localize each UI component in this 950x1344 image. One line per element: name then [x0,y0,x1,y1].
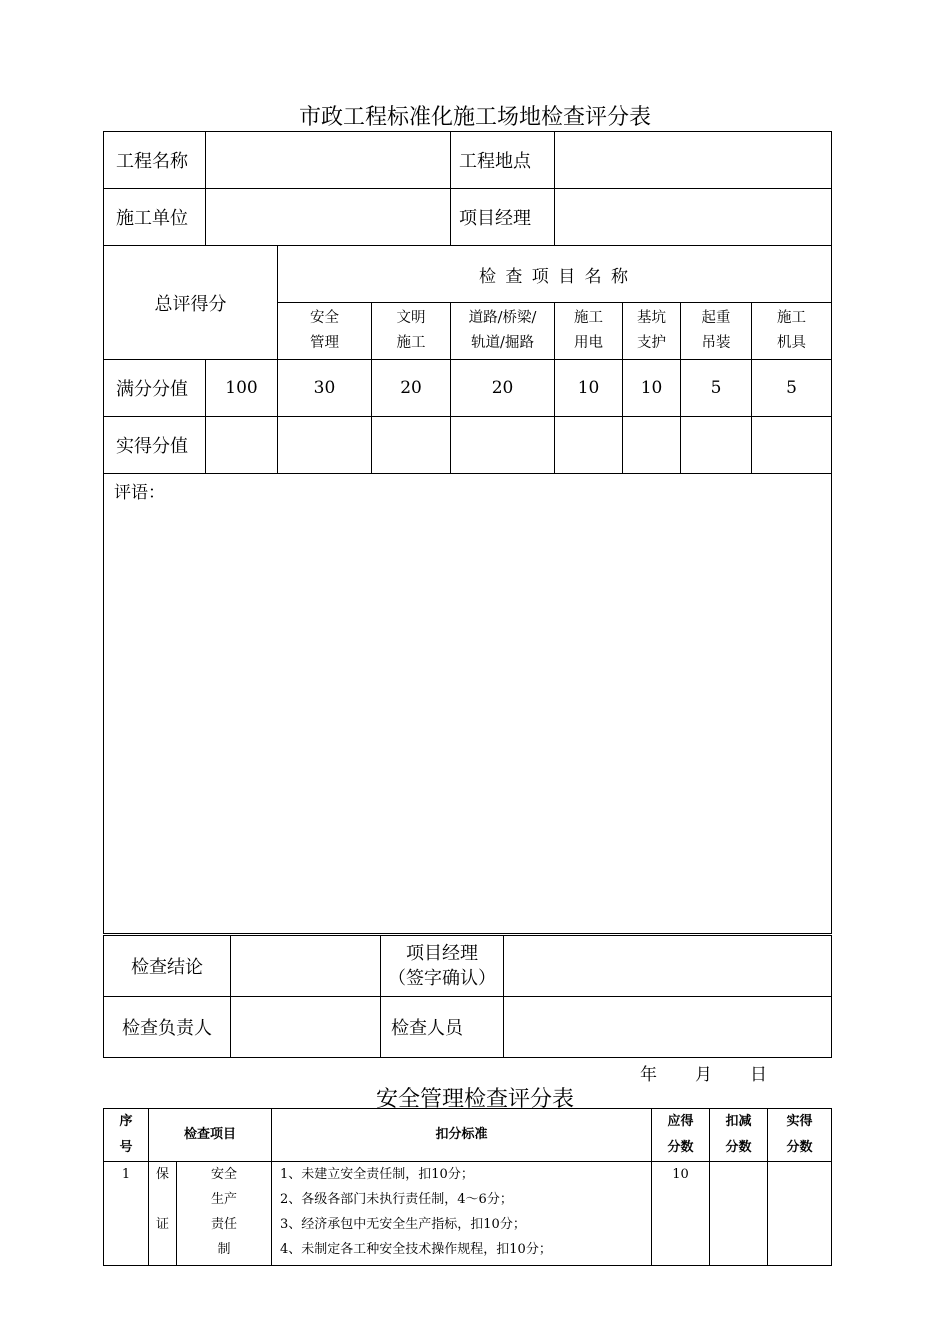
row-due: 10 [652,1162,710,1266]
full-value-safety: 30 [278,360,372,417]
date-month: 月 [695,1065,712,1085]
header-deduct: 扣减 分数 [710,1109,768,1162]
inspector-lead-field[interactable] [231,997,381,1058]
category-machinery: 施工 机具 [752,303,832,360]
actual-safety-field[interactable] [278,417,372,474]
full-value-civilized: 20 [372,360,451,417]
row-deduct-field[interactable] [710,1162,768,1266]
comment-label: 评语： [114,483,165,503]
actual-civilized-field[interactable] [372,417,451,474]
page-title: 市政工程标准化施工场地检查评分表 [298,105,651,130]
inspectors-label: 检查人员 [381,997,504,1058]
contractor-label: 施工单位 [104,189,206,246]
inspectors-field[interactable] [504,997,832,1058]
category-electricity: 施工 用电 [555,303,623,360]
items-header: 检 查 项 目 名 称 [278,246,832,303]
full-score-label: 满分分值 [104,360,206,417]
safety-table-title: 安全管理检查评分表 [375,1087,574,1112]
row-group: 保 证 [149,1162,177,1266]
safety-table [103,1108,831,1266]
conclusion-field[interactable] [231,936,381,997]
category-lifting: 起重 吊装 [681,303,752,360]
full-value-machinery: 5 [752,360,832,417]
evaluation-form [103,131,831,934]
project-manager-label: 项目经理 [451,189,555,246]
row-actual-field[interactable] [768,1162,832,1266]
table-row [104,1162,832,1266]
header-item: 检查项目 [149,1109,272,1162]
actual-lifting-field[interactable] [681,417,752,474]
full-value-pit-support: 10 [623,360,681,417]
header-no: 序 号 [104,1109,149,1162]
row-criteria: 1、未建立安全责任制，扣10分； 2、各级各部门未执行责任制，4～6分； 3、经济承包中无安全生产指标，扣10分； 4、未制定各工种安全技术操作规程，扣10分； [272,1162,652,1266]
date-year: 年 [640,1065,657,1085]
full-value-electricity: 10 [555,360,623,417]
total-score-label: 总评得分 [104,246,278,360]
contractor-field[interactable] [206,189,451,246]
category-road-bridge: 道路/桥梁/ 轨道/掘路 [451,303,555,360]
actual-electricity-field[interactable] [555,417,623,474]
row-no: 1 [104,1162,149,1266]
project-name-label: 工程名称 [104,132,206,189]
comment-area[interactable] [104,474,832,934]
full-value-lifting: 5 [681,360,752,417]
actual-machinery-field[interactable] [752,417,832,474]
row-item: 安全 生产 责任 制 [177,1162,272,1266]
conclusion-label: 检查结论 [104,936,231,997]
pm-signature-label: 项目经理 （签字确认） [381,936,504,997]
full-value-road-bridge: 20 [451,360,555,417]
date-day: 日 [750,1065,767,1085]
header-actual: 实得 分数 [768,1109,832,1162]
project-location-label: 工程地点 [451,132,555,189]
full-total-value: 100 [206,360,278,417]
actual-total-field[interactable] [206,417,278,474]
inspector-lead-label: 检查负责人 [104,997,231,1058]
actual-pit-support-field[interactable] [623,417,681,474]
header-due: 应得 分数 [652,1109,710,1162]
project-manager-field[interactable] [555,189,832,246]
category-safety: 安全 管理 [278,303,372,360]
project-location-field[interactable] [555,132,832,189]
actual-road-bridge-field[interactable] [451,417,555,474]
project-name-field[interactable] [206,132,451,189]
header-criteria: 扣分标准 [272,1109,652,1162]
category-pit-support: 基坑 支护 [623,303,681,360]
category-civilized: 文明 施工 [372,303,451,360]
pm-signature-field[interactable] [504,936,832,997]
actual-score-label: 实得分值 [104,417,206,474]
conclusion-block [103,935,831,1058]
